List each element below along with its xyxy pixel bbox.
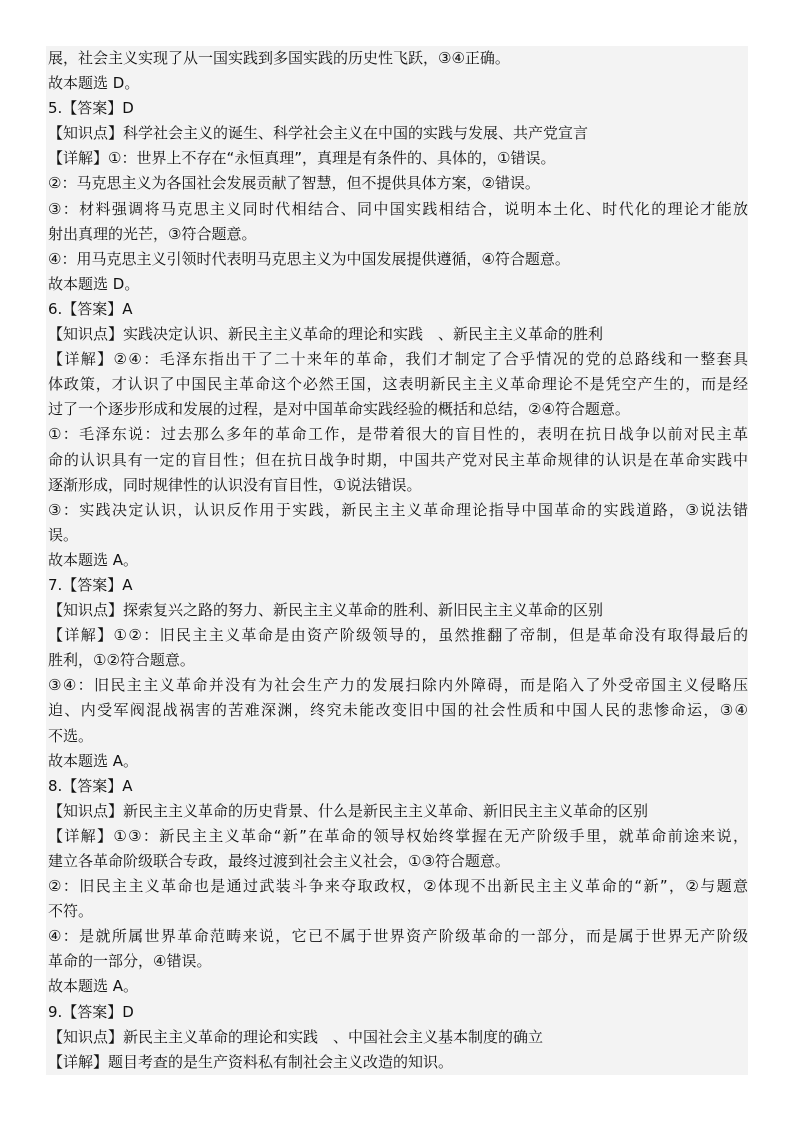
- explanation-line: ③：材料强调将马克思主义同时代相结合、同中国实践相结合，说明本土化、时代化的理论才能放: [48, 199, 748, 218]
- explanation-line: 【详解】②④：毛泽东指出干了二十来年的革命，我们才制定了合乎情况的党的总路线和一整套具: [48, 350, 748, 369]
- explanation-line: ③④：旧民主主义革命并没有为社会生产力的发展扫除内外障碍，而是陷入了外受帝国主义侵略压: [48, 676, 748, 695]
- conclusion-line: 故本题选 A。: [48, 751, 139, 770]
- knowledge-point: 【知识点】科学社会主义的诞生、科学社会主义在中国的实践与发展、共产党宣言: [48, 124, 589, 143]
- explanation-line: ②：旧民主主义革命也是通过武装斗争来夺取政权，②体现不出新民主主义革命的“新”，②与题意: [48, 877, 748, 896]
- explanation-line: 建立各革命阶级联合专政，最终过渡到社会主义社会，①③符合题意。: [48, 852, 510, 870]
- explanation-line: ③：实践决定认识，认识反作用于实践，新民主主义革命理论指导中国革命的实践道路，③说法错: [48, 500, 748, 519]
- knowledge-point: 【知识点】新民主主义革命的历史背景、什么是新民主主义革命、新旧民主主义革命的区别: [48, 801, 649, 820]
- explanation-line: 革命的一部分，④错误。: [48, 952, 212, 971]
- explanation-line: 体政策，才认识了中国民主革命这个必然王国，这表明新民主主义革命理论不是凭空产生的，而是经: [48, 375, 748, 394]
- explanation-line: 胜利，①②符合题意。: [48, 651, 195, 670]
- explanation-line: 逐渐形成，同时规律性的认识没有盲目性，①说法错误。: [48, 475, 422, 494]
- answer-heading: 5.【答案】D: [48, 99, 134, 118]
- conclusion-line: 故本题选 A。: [48, 977, 139, 996]
- text-line: 展，社会主义实现了从一国实践到多国实践的历史性飞跃，③④正确。: [48, 49, 510, 67]
- answer-heading: 6.【答案】A: [48, 299, 133, 318]
- conclusion-line: 故本题选 A。: [48, 550, 139, 569]
- answer-heading: 9.【答案】D: [48, 1002, 134, 1021]
- answer-explanations: [46, 46, 748, 1075]
- explanation-line: 不选。: [48, 726, 94, 745]
- knowledge-point: 【知识点】探索复兴之路的努力、新民主主义革命的胜利、新旧民主主义革命的区别: [48, 601, 604, 620]
- explanation-line: ②：马克思主义为各国社会发展贡献了智慧，但不提供具体方案，②错误。: [48, 174, 540, 193]
- explanation-line: 【详解】①：世界上不存在“永恒真理”，真理是有条件的、具体的，①错误。: [48, 149, 556, 168]
- explanation-line: 过了一个逐步形成和发展的过程，是对中国革命实践经验的概括和总结，②④符合题意。: [48, 400, 630, 419]
- explanation-line: ①：毛泽东说：过去那么多年的革命工作，是带着很大的盲目性的，表明在抗日战争以前对民主革: [48, 425, 748, 444]
- answer-heading: 7.【答案】A: [48, 575, 133, 594]
- text-line: 故本题选 D。: [48, 74, 140, 93]
- conclusion-line: 故本题选 D。: [48, 274, 140, 293]
- answer-heading: 8.【答案】A: [48, 776, 133, 795]
- knowledge-point: 【知识点】新民主主义革命的理论和实践 、中国社会主义基本制度的确立: [48, 1027, 544, 1046]
- knowledge-point: 【知识点】实践决定认识、新民主主义革命的理论和实践 、新民主主义革命的胜利: [48, 325, 604, 344]
- explanation-line: 【详解】①②：旧民主主义革命是由资产阶级领导的，虽然推翻了帝制，但是革命没有取得最后的: [48, 626, 748, 645]
- explanation-line: 射出真理的光芒，③符合题意。: [48, 224, 257, 243]
- explanation-line: 不符。: [48, 902, 94, 921]
- explanation-line: ④：用马克思主义引领时代表明马克思主义为中国发展提供遵循，④符合题意。: [48, 249, 570, 268]
- explanation-line: ④：是就所属世界革命范畴来说，它已不属于世界资产阶级革命的一部分，而是属于世界无产阶级: [48, 927, 748, 946]
- explanation-line: 迫、内受军阀混战祸害的苦难深渊，终究未能改变旧中国的社会性质和中国人民的悲惨命运，③④: [48, 701, 748, 720]
- explanation-line: 命的认识具有一定的盲目性；但在抗日战争时期，中国共产党对民主革命规律的认识是在革命实践中: [48, 450, 748, 469]
- explanation-line: 误。: [48, 525, 79, 544]
- explanation-line: 【详解】①③：新民主主义革命“新”在革命的领导权始终掌握在无产阶级手里，就革命前途来说，: [48, 826, 748, 845]
- explanation-line: 【详解】题目考查的是生产资料私有制社会主义改造的知识。: [48, 1052, 454, 1071]
